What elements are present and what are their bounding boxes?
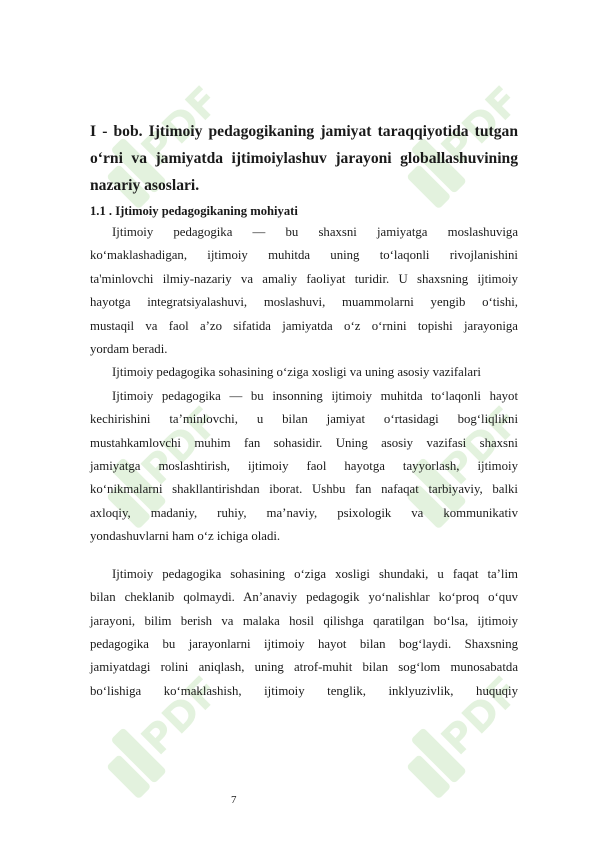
- text-line: kechirishini ta’minlovchi, u bilan jamiyat o‘rtasidagi bog‘liqlikni: [90, 412, 518, 427]
- text-line: Ijtimoiy pedagogika sohasining o‘ziga xosligi shundaki, u faqat ta’lim: [112, 566, 518, 581]
- text-line: jarayoni, bilim berish va malaka hosil qilishga qaratilgan bo‘lsa, ijtimoiy: [90, 613, 518, 628]
- text-line: jamiyatga moslashtirish, ijtimoiy faol hayotga tayyorlash, ijtimoiy: [90, 459, 518, 474]
- text-line: bo‘lishiga ko‘maklashish, ijtimoiy tenglik, inklyuzivlik, huquqiy: [90, 683, 518, 698]
- heading-line: nazariy asoslari.: [90, 177, 200, 194]
- text-line: yordam beradi.: [90, 342, 168, 357]
- svg-text:PDF: PDF: [133, 397, 230, 495]
- svg-text:PDF: PDF: [133, 77, 230, 175]
- svg-text:PDF: PDF: [433, 667, 530, 765]
- paragraph-3: [90, 385, 518, 549]
- svg-text:PDF: PDF: [433, 397, 530, 495]
- document-body: [90, 118, 518, 703]
- text-line: ko‘nikmalarni shakllantirishdan iborat. Ushbu fan nafaqat tarbiyaviy, balki: [90, 482, 518, 497]
- paragraph-4: [90, 563, 518, 703]
- section-heading: 1.1 . Ijtimoiy pedagogikaning mohiyati: [90, 204, 298, 218]
- paragraph-1: [90, 221, 518, 361]
- text-line: pedagogika bu jarayonlarni ijtimoiy hayot bilan bog‘laydi. Shaxsning: [90, 636, 518, 651]
- page-number: 7: [231, 794, 237, 806]
- text-line: hayotga integratsiyalashuvi, moslashuvi, muammolarni yengib o‘tishi,: [90, 295, 518, 310]
- text-line: jamiyatdagi rolini aniqlash, uning atrof-muhit bilan sog‘lom munosabatda: [90, 660, 518, 675]
- svg-text:PDF: PDF: [133, 667, 230, 765]
- text-line: mustaqil va faol a’zo sifatida jamiyatda o‘z o‘rnini topishi jarayoniga: [90, 318, 518, 333]
- text-line: Ijtimoiy pedagogika sohasining o‘ziga xosligi va uning asosiy vazifalari: [112, 365, 481, 380]
- text-line: ko‘maklashadigan, ijtimoiy muhitda uning to‘laqonli rivojlanishini: [90, 248, 518, 263]
- text-line: axloqiy, madaniy, ruhiy, ma’naviy, psixologik va kommunikativ: [90, 505, 518, 520]
- paragraph-spacer: [90, 549, 518, 563]
- text-line: bilan cheklanib qolmaydi. An’anaviy pedagogik yo‘nalishlar ko‘proq o‘quv: [90, 590, 518, 605]
- text-line: Ijtimoiy pedagogika — bu insonning ijtimoiy muhitda to‘laqonli hayot: [112, 388, 518, 403]
- svg-text:PDF: PDF: [433, 77, 530, 175]
- text-line: ta'minlovchi ilmiy-nazariy va amaliy faoliyat turidir. U shaxsning ijtimoiy: [90, 271, 518, 286]
- text-line: yondashuvlarni ham o‘z ichiga oladi.: [90, 529, 281, 544]
- text-line: Ijtimoiy pedagogika — bu shaxsni jamiyatga moslashuviga: [112, 225, 518, 239]
- paragraph-2: [90, 361, 518, 384]
- heading-line: o‘rni va jamiyatda ijtimoiylashuv jarayoni globallashuvining: [90, 150, 518, 167]
- chapter-heading: [90, 118, 518, 199]
- heading-line: I - bob. Ijtimoiy pedagogikaning jamiyat taraqqiyotida tutgan: [90, 123, 518, 140]
- text-line: mustahkamlovchi muhim fan sohasidir. Uning asosiy vazifasi shaxsni: [90, 435, 518, 450]
